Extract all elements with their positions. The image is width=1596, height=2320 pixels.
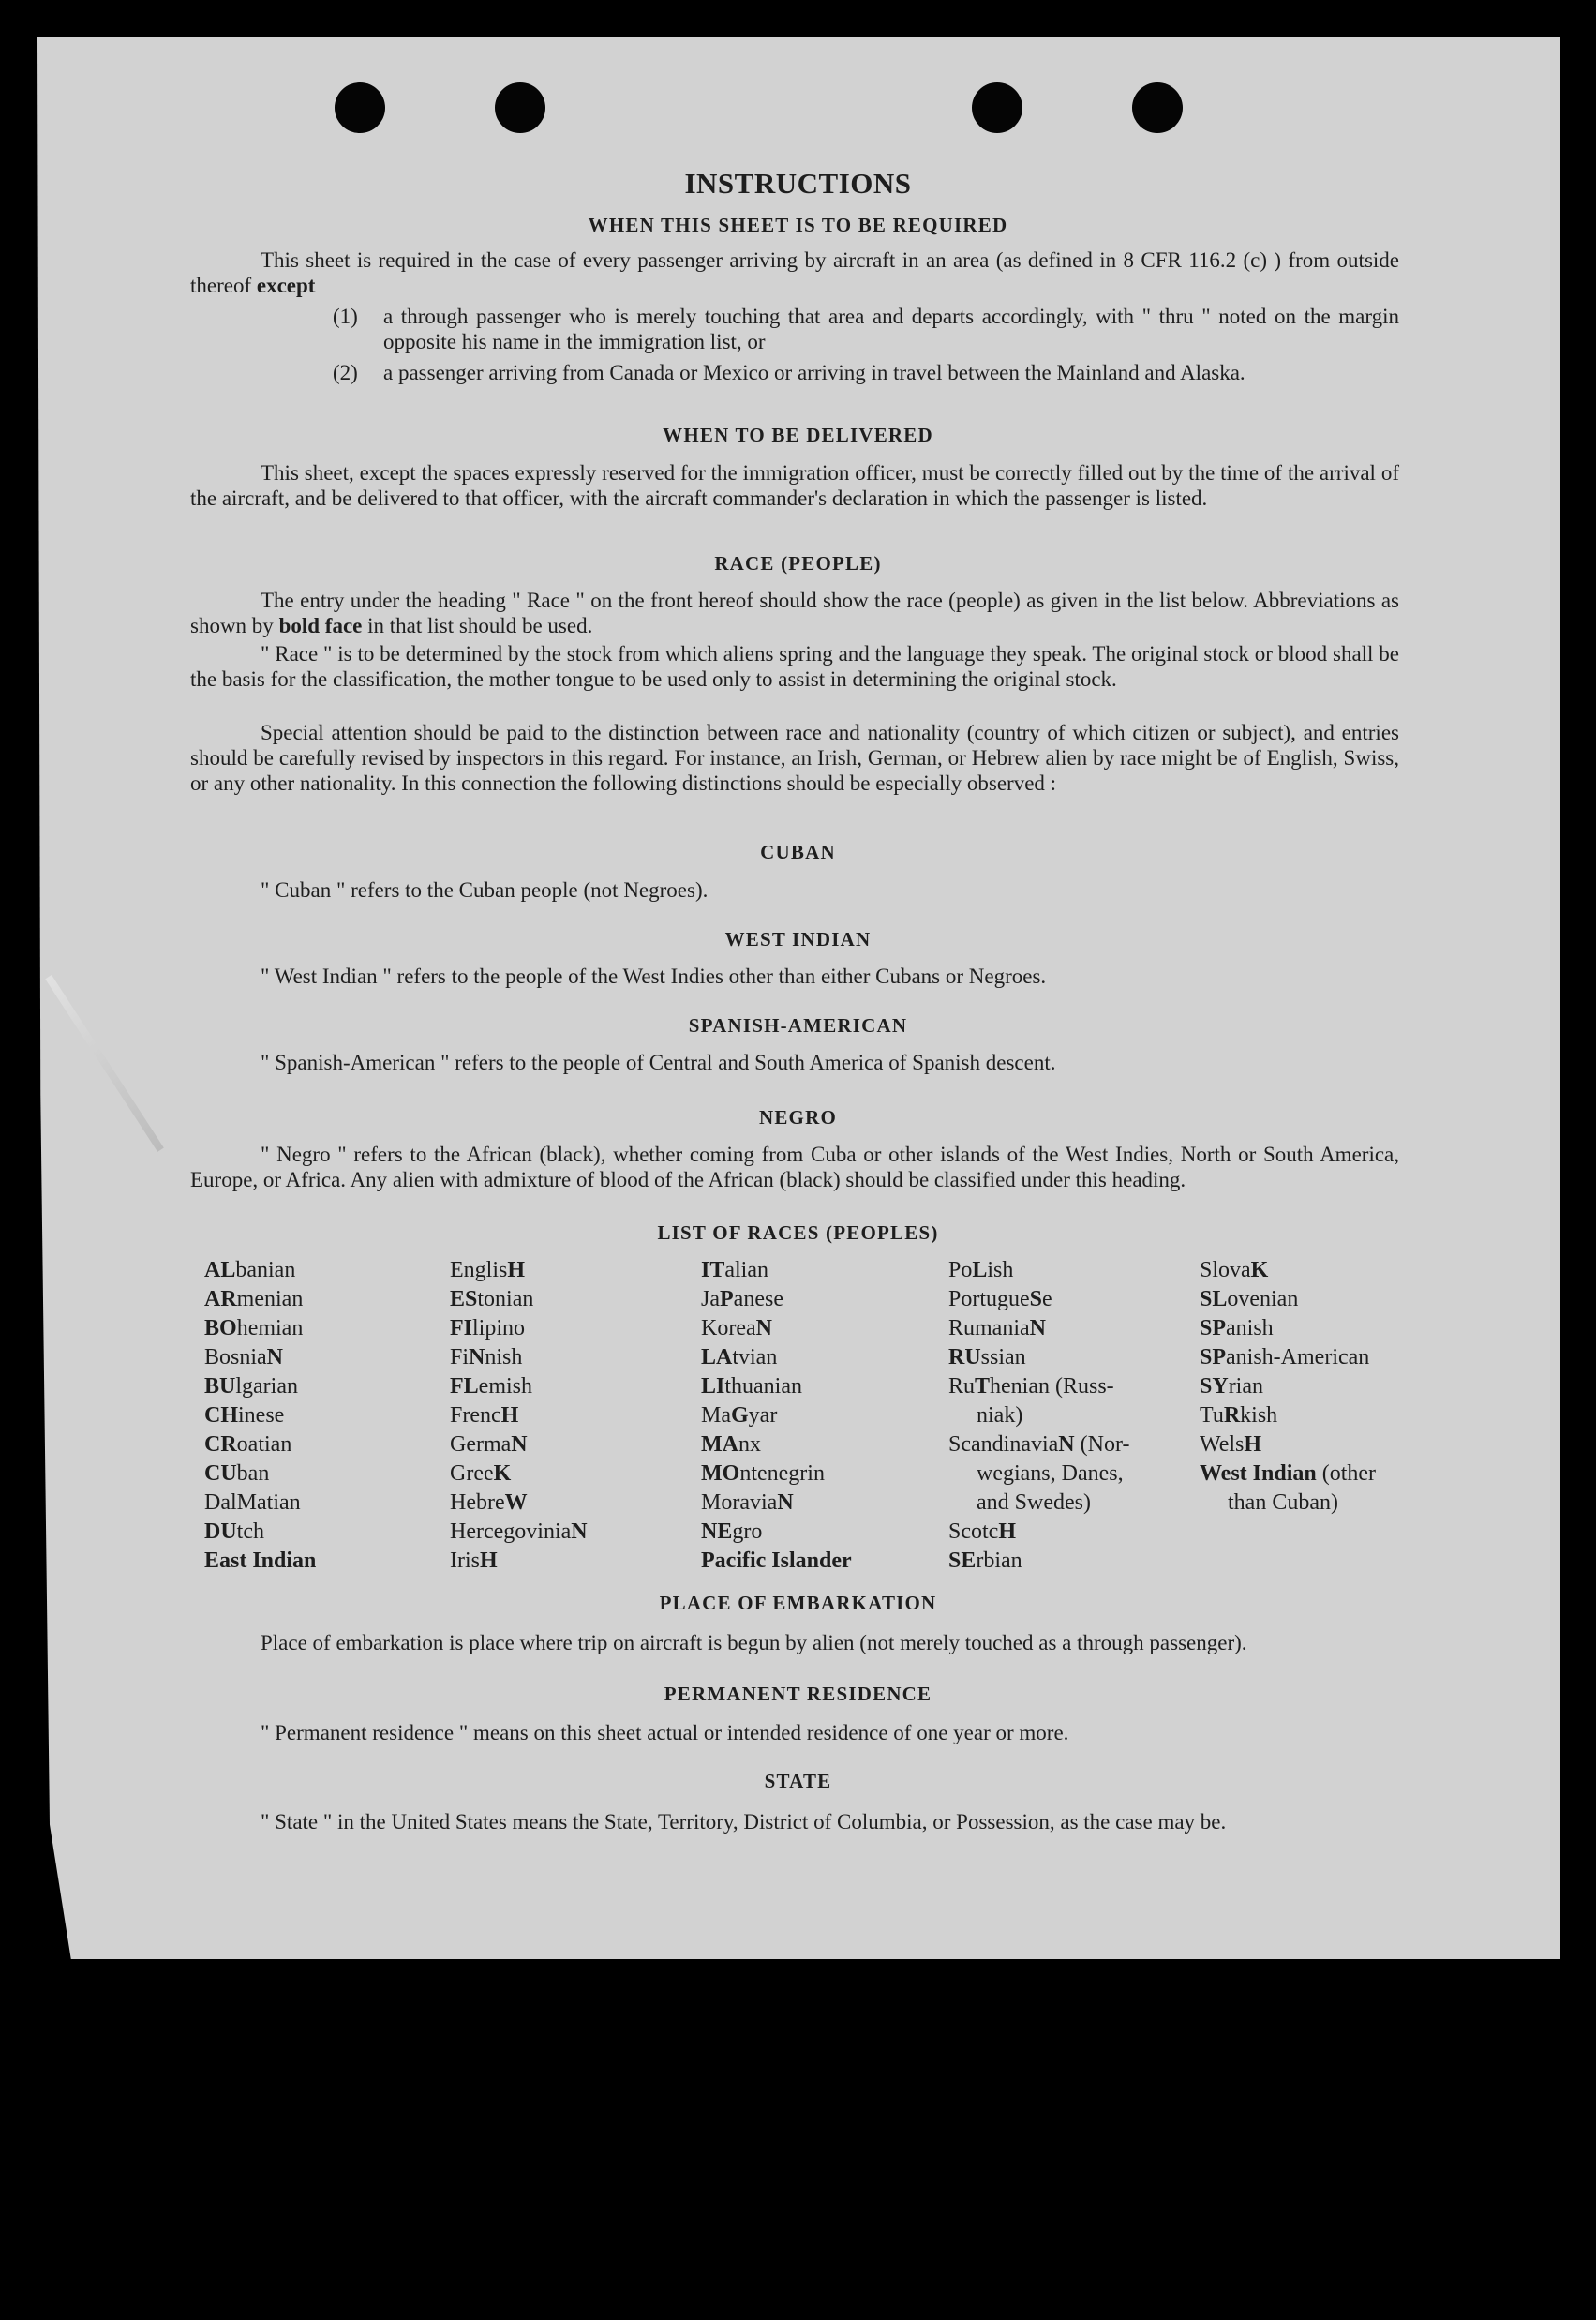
race-abbreviation: RU xyxy=(948,1345,981,1370)
heading-spanish-american: SPANISH-AMERICAN xyxy=(688,1014,908,1037)
race-list-item xyxy=(1200,1372,1376,1401)
heading-list-of-races: LIST OF RACES (PEOPLES) xyxy=(657,1221,939,1244)
race-name-text: lgarian xyxy=(235,1374,298,1399)
race-name-text: DalMatian xyxy=(204,1490,301,1515)
race-name-text: than Cuban) xyxy=(1228,1490,1338,1515)
race-list-item xyxy=(450,1430,588,1459)
punch-hole xyxy=(972,82,1022,133)
heading-when-delivered: WHEN TO BE DELIVERED xyxy=(663,424,933,446)
race-name-text: Portugue xyxy=(948,1287,1030,1311)
race-list-item xyxy=(1200,1256,1376,1285)
race-abbreviation: East Indian xyxy=(204,1549,317,1573)
race-name-text: rian xyxy=(1228,1374,1263,1399)
race-name-text: nx xyxy=(738,1432,761,1457)
paragraph-race-2: " Race " is to be determined by the stock from which aliens spring and the language they speak. The original stock or blood shall be the basis for the classification, the mother tongue to be used only to assist in determining the original stock. xyxy=(190,642,1399,691)
race-name-text: Germa xyxy=(450,1432,512,1457)
race-name-text: tonian xyxy=(477,1287,534,1311)
race-abbreviation: G xyxy=(731,1403,749,1428)
race-abbreviation: NE xyxy=(701,1519,733,1544)
paragraph-residence: " Permanent residence " means on this sheet actual or intended residence of one year or more. xyxy=(261,1721,1069,1744)
race-list-item xyxy=(450,1401,588,1430)
paragraph-negro: " Negro " refers to the African (black), whether coming from Cuba or other islands of the West Indies, North or South America, Europe, or Africa. Any alien with admixture of blood of the African (black) should be classified under this heading. xyxy=(190,1143,1399,1191)
race-name-text: ovenian xyxy=(1227,1287,1299,1311)
race-list-item xyxy=(948,1518,1129,1547)
race-name-text: Hebre xyxy=(450,1490,505,1515)
race-name-text: Scandinavia xyxy=(948,1432,1059,1457)
race-list-item xyxy=(701,1372,852,1401)
race-name-text: Ru xyxy=(948,1374,976,1399)
race-list-item xyxy=(204,1547,316,1576)
race-list-item xyxy=(450,1518,588,1547)
race-list-item xyxy=(204,1401,316,1430)
race-list-item xyxy=(1200,1343,1376,1372)
race-name-text: Tu xyxy=(1200,1403,1224,1428)
race-name-text: e xyxy=(1042,1287,1052,1311)
race-name-text: gro xyxy=(732,1519,763,1544)
race-list-item xyxy=(948,1256,1129,1285)
race-abbreviation: DU xyxy=(204,1519,237,1544)
race-name-text: Korea xyxy=(701,1316,756,1340)
race-abbreviation: N xyxy=(469,1345,485,1370)
race-abbreviation: N xyxy=(777,1490,794,1515)
race-list-item xyxy=(948,1430,1129,1459)
race-list-item xyxy=(450,1343,588,1372)
race-name-text: Ma xyxy=(701,1403,731,1428)
race-abbreviation: T xyxy=(975,1374,991,1399)
race-list-item xyxy=(450,1285,588,1314)
race-list-item xyxy=(450,1314,588,1343)
race-name-text: tvian xyxy=(732,1345,778,1370)
race-abbreviation: SE xyxy=(948,1549,977,1573)
race-list-item xyxy=(701,1459,852,1489)
race-list-item xyxy=(701,1401,852,1430)
race-list-item xyxy=(948,1372,1129,1401)
race-list-item xyxy=(948,1547,1129,1576)
heading-cuban: CUBAN xyxy=(760,841,836,863)
paragraph-cuban: " Cuban " refers to the Cuban people (not Negroes). xyxy=(261,878,709,902)
race-list-item xyxy=(948,1343,1129,1372)
race-list-item xyxy=(204,1430,316,1459)
race-abbreviation: H xyxy=(480,1549,498,1573)
race-name-text: ban xyxy=(236,1461,270,1486)
race-list-item xyxy=(450,1489,588,1518)
race-name-text: Moravia xyxy=(701,1490,778,1515)
heading-permanent-residence: PERMANENT RESIDENCE xyxy=(664,1683,932,1705)
race-name-text: ntenegrin xyxy=(739,1461,825,1486)
race-name-text: Bosnia xyxy=(204,1345,267,1370)
paragraph-delivered: This sheet, except the spaces expressly reserved for the immigration officer, must be correctly filled out by the time of the arrival of the aircraft, and be delivered to that officer, with the aircraft commander's declaration in which the passenger is listed. xyxy=(190,461,1399,510)
race-abbreviation: FL xyxy=(450,1374,479,1399)
race-name-text: thuanian xyxy=(724,1374,802,1399)
punch-hole xyxy=(335,82,385,133)
race-list-item xyxy=(450,1372,588,1401)
race-name-text: niak) xyxy=(977,1403,1023,1428)
race-name-text: Frenc xyxy=(450,1403,501,1428)
paragraph-race-1: The entry under the heading " Race " on the front hereof should show the race (people) as given in the list below. Abbreviations as shown by bold face in that list should be used. xyxy=(190,589,1399,637)
race-list-item xyxy=(701,1285,852,1314)
race-abbreviation: BU xyxy=(204,1374,236,1399)
race-name-text: oatian xyxy=(236,1432,292,1457)
race-abbreviation: MO xyxy=(701,1461,740,1486)
race-abbreviation: N xyxy=(266,1345,284,1370)
race-name-text: Slova xyxy=(1200,1258,1251,1282)
race-name-text: Englis xyxy=(450,1258,508,1282)
list-item-2: (2) a passenger arriving from Canada or Mexico or arriving in travel between the Mainland and Alaska. xyxy=(333,361,1245,384)
race-abbreviation: BO xyxy=(204,1316,237,1340)
race-abbreviation: N xyxy=(1058,1432,1075,1457)
race-name-text: banian xyxy=(235,1258,296,1282)
race-list-column-1 xyxy=(204,1256,316,1576)
paragraph-required-intro: This sheet is required in the case of every passenger arriving by aircraft in an area (as defined in 8 CFR 116.2 (c) ) from outside thereof except xyxy=(190,248,1399,297)
race-list-item xyxy=(948,1314,1129,1343)
race-abbreviation: L xyxy=(972,1258,988,1282)
race-abbreviation: N xyxy=(571,1519,588,1544)
race-name-text: anese xyxy=(733,1287,783,1311)
race-list-item xyxy=(701,1518,852,1547)
page-title: INSTRUCTIONS xyxy=(684,167,912,200)
race-abbreviation: H xyxy=(507,1258,526,1282)
race-name-text: (other xyxy=(1316,1461,1377,1486)
race-list-item xyxy=(701,1343,852,1372)
race-list-item xyxy=(204,1518,316,1547)
race-list-item xyxy=(701,1256,852,1285)
race-name-text: emish xyxy=(478,1374,532,1399)
list-item-1: (1) a through passenger who is merely touching that area and departs accordingly, with " thru " noted on the margin opposite his name in the immigration list, or xyxy=(333,305,1399,353)
race-list-column-2 xyxy=(450,1256,588,1576)
race-name-text: ssian xyxy=(980,1345,1026,1370)
race-abbreviation: S xyxy=(1029,1287,1043,1311)
race-name-text: alian xyxy=(724,1258,768,1282)
race-abbreviation: H xyxy=(998,1519,1016,1544)
race-list-item xyxy=(701,1430,852,1459)
race-list-item xyxy=(204,1314,316,1343)
race-name-text: Po xyxy=(948,1258,973,1282)
race-name-text: lipino xyxy=(472,1316,526,1340)
race-name-text: kish xyxy=(1240,1403,1278,1428)
race-name-text: anish xyxy=(1226,1316,1274,1340)
heading-race: RACE (PEOPLE) xyxy=(714,552,882,575)
race-abbreviation: R xyxy=(1223,1403,1241,1428)
race-list-item xyxy=(450,1547,588,1576)
paragraph-race-3: Special attention should be paid to the distinction between race and nationality (country of which citizen or subject), and entries should be carefully revised by inspectors in this regard. For instance, an Irish, German, or Hebrew alien by race might be of English, Swiss, or any other nationality. In this connection the following distinctions should be especially observed : xyxy=(190,721,1399,795)
race-list-item xyxy=(701,1489,852,1518)
race-abbreviation: K xyxy=(493,1461,512,1486)
race-list-item xyxy=(450,1256,588,1285)
race-list-item xyxy=(204,1285,316,1314)
race-abbreviation: IT xyxy=(701,1258,725,1282)
race-list-item xyxy=(948,1459,1129,1489)
race-abbreviation: N xyxy=(755,1316,772,1340)
race-name-text: wegians, Danes, xyxy=(977,1461,1124,1486)
paragraph-spanish-american: " Spanish-American " refers to the people of Central and South America of Spanish descent. xyxy=(261,1051,1056,1074)
race-list-column-3 xyxy=(701,1256,852,1576)
race-name-text: anish-American xyxy=(1226,1345,1370,1370)
race-list-item xyxy=(1200,1314,1376,1343)
race-name-text: henian (Russ- xyxy=(990,1374,1114,1399)
race-list-item xyxy=(948,1401,1129,1430)
race-list-item xyxy=(450,1459,588,1489)
race-name-text: (Nor- xyxy=(1074,1432,1130,1457)
race-abbreviation: LI xyxy=(701,1374,725,1399)
race-name-text: Fi xyxy=(450,1345,470,1370)
race-abbreviation: MA xyxy=(701,1432,738,1457)
race-list-item xyxy=(1200,1489,1376,1518)
heading-west-indian: WEST INDIAN xyxy=(724,928,872,950)
race-list-item xyxy=(204,1256,316,1285)
race-name-text: menian xyxy=(236,1287,304,1311)
race-name-text: ish xyxy=(987,1258,1014,1282)
race-name-text: tch xyxy=(236,1519,264,1544)
race-name-text: Wels xyxy=(1200,1432,1245,1457)
race-list-item xyxy=(948,1489,1129,1518)
race-abbreviation: SL xyxy=(1200,1287,1228,1311)
race-abbreviation: FI xyxy=(450,1316,472,1340)
race-list-item xyxy=(1200,1285,1376,1314)
race-abbreviation: SP xyxy=(1200,1316,1227,1340)
race-name-text: Iris xyxy=(450,1549,480,1573)
race-name-text: Ja xyxy=(701,1287,720,1311)
race-name-text: nish xyxy=(485,1345,523,1370)
race-abbreviation: CR xyxy=(204,1432,237,1457)
race-abbreviation: H xyxy=(500,1403,519,1428)
race-list-item xyxy=(204,1459,316,1489)
race-name-text: inese xyxy=(238,1403,285,1428)
race-list-item xyxy=(948,1285,1129,1314)
race-abbreviation: CU xyxy=(204,1461,237,1486)
race-list-item xyxy=(204,1489,316,1518)
race-abbreviation: AR xyxy=(204,1287,237,1311)
race-abbreviation: Pacific Islander xyxy=(701,1549,852,1573)
race-abbreviation: LA xyxy=(701,1345,733,1370)
race-name-text: hemian xyxy=(236,1316,304,1340)
paragraph-embarkation: Place of embarkation is place where trip on aircraft is begun by alien (not merely touched as a through passenger). xyxy=(261,1631,1247,1654)
race-list-item xyxy=(1200,1430,1376,1459)
race-list-column-4 xyxy=(948,1256,1129,1576)
heading-place-of-embarkation: PLACE OF EMBARKATION xyxy=(659,1592,937,1614)
heading-when-required: WHEN THIS SHEET IS TO BE REQUIRED xyxy=(588,214,1008,236)
race-list-item xyxy=(701,1547,852,1576)
race-name-text: Gree xyxy=(450,1461,494,1486)
race-name-text: Scotc xyxy=(948,1519,999,1544)
race-list-item xyxy=(204,1372,316,1401)
race-abbreviation: ES xyxy=(450,1287,478,1311)
race-name-text: and Swedes) xyxy=(977,1490,1091,1515)
race-abbreviation: H xyxy=(1244,1432,1262,1457)
heading-negro: NEGRO xyxy=(758,1106,837,1129)
race-abbreviation: N xyxy=(511,1432,528,1457)
race-abbreviation: West Indian xyxy=(1200,1461,1317,1486)
race-abbreviation: K xyxy=(1250,1258,1269,1282)
race-abbreviation: SY xyxy=(1200,1374,1229,1399)
heading-state: STATE xyxy=(764,1770,832,1792)
punch-hole xyxy=(1132,82,1183,133)
race-list-item xyxy=(701,1314,852,1343)
race-name-text: Hercegovinia xyxy=(450,1519,572,1544)
race-abbreviation: P xyxy=(720,1287,734,1311)
race-list-item xyxy=(204,1343,316,1372)
race-abbreviation: N xyxy=(1029,1316,1046,1340)
race-abbreviation: CH xyxy=(204,1403,238,1428)
race-name-text: rbian xyxy=(976,1549,1022,1573)
race-abbreviation: W xyxy=(504,1490,528,1515)
race-list-item xyxy=(1200,1401,1376,1430)
race-abbreviation: AL xyxy=(204,1258,236,1282)
race-name-text: Rumania xyxy=(948,1316,1030,1340)
paragraph-west-indian: " West Indian " refers to the people of the West Indies other than either Cubans or Negroes. xyxy=(261,965,1047,988)
race-abbreviation: SP xyxy=(1200,1345,1227,1370)
punch-hole xyxy=(495,82,545,133)
race-list-item xyxy=(1200,1459,1376,1489)
race-name-text: yar xyxy=(748,1403,778,1428)
paragraph-state: " State " in the United States means the State, Territory, District of Columbia, or Possession, as the case may be. xyxy=(261,1810,1227,1834)
race-list-column-5 xyxy=(1200,1256,1376,1518)
